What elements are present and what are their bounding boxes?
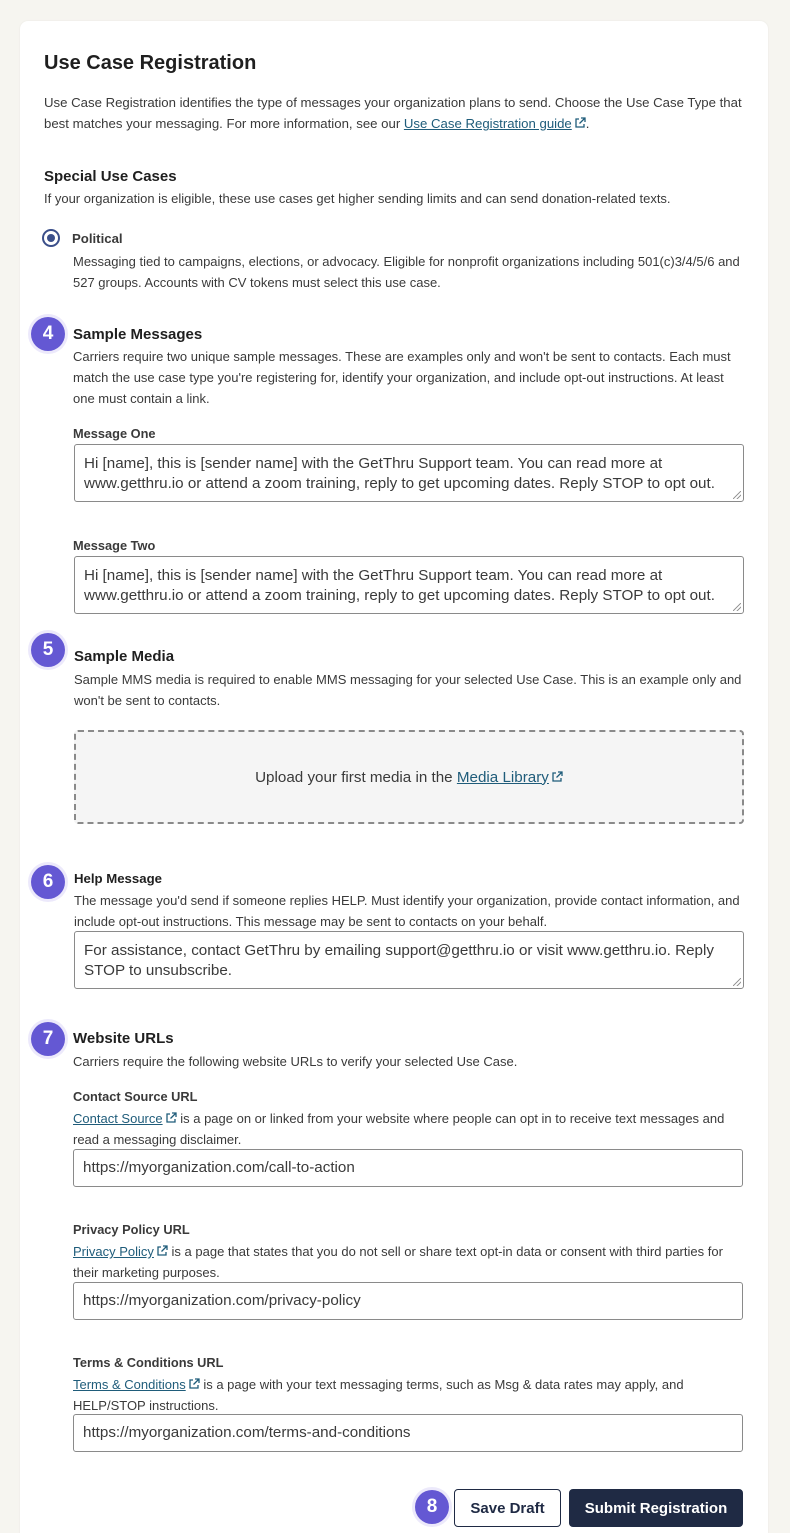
contact-source-input[interactable]: https://myorganization.com/call-to-action — [73, 1149, 743, 1187]
political-description: Messaging tied to campaigns, elections, or advocacy. Eligible for nonprofit organizations including 501(c)3/4/5/6 and 527 groups. Accounts with CV tokens must select this use case. — [73, 254, 740, 290]
privacy-policy-label: Privacy Policy URL — [73, 1222, 190, 1237]
message-one-label: Message One — [73, 426, 156, 441]
save-draft-button[interactable]: Save Draft — [454, 1489, 561, 1527]
website-urls-title: Website URLs — [73, 1030, 174, 1047]
message-two-label: Message Two — [73, 538, 156, 553]
intro-line2-suffix: . — [585, 116, 590, 131]
external-link-icon — [156, 1245, 168, 1257]
step-badge-5: 5 — [31, 633, 65, 667]
step-badge-8: 8 — [415, 1490, 449, 1524]
resize-handle-icon[interactable] — [733, 491, 741, 499]
resize-handle-icon[interactable] — [733, 978, 741, 986]
special-use-cases-title: Special Use Cases — [44, 168, 177, 185]
sample-messages-description: Carriers require two unique sample messages. These are examples only and won't be sent to contacts. Each must match the use case type you're registering for, identify your organization, and include opt-out instructions. At least one must contain a link. — [73, 349, 731, 406]
privacy-policy-description: Privacy Policy is a page that states that you do not sell or share text opt-in data or consent with third parties for their marketing purposes. — [73, 1244, 723, 1280]
step-badge-7: 7 — [31, 1022, 65, 1056]
registration-card — [20, 21, 768, 1533]
dropzone-text: Upload your first media in the — [255, 768, 453, 786]
terms-link[interactable]: Terms & Conditions — [73, 1377, 200, 1392]
intro-line2-prefix: best matches your messaging. For more information, see our — [44, 116, 404, 131]
external-link-icon — [551, 771, 563, 783]
privacy-policy-input[interactable]: https://myorganization.com/privacy-policy — [73, 1282, 743, 1320]
help-message-title: Help Message — [74, 871, 162, 886]
media-library-link[interactable]: Media Library — [457, 769, 563, 786]
terms-input[interactable]: https://myorganization.com/terms-and-conditions — [73, 1414, 743, 1452]
message-one-textarea[interactable]: Hi [name], this is [sender name] with the GetThru Support team. You can read more at www.getthru.io or attend a zoom training, reply to get upcoming dates. Reply STOP to opt out. — [74, 444, 744, 502]
media-dropzone[interactable] — [74, 730, 744, 824]
privacy-policy-link[interactable]: Privacy Policy — [73, 1244, 168, 1259]
contact-source-label: Contact Source URL — [73, 1089, 198, 1104]
external-link-icon — [188, 1378, 200, 1390]
sample-messages-title: Sample Messages — [73, 326, 203, 343]
sample-media-title: Sample Media — [74, 648, 175, 665]
submit-registration-button[interactable]: Submit Registration — [569, 1489, 743, 1527]
terms-label: Terms & Conditions URL — [73, 1355, 224, 1370]
sample-media-description: Sample MMS media is required to enable MMS messaging for your selected Use Case. This is an example only and won't be sent to contacts. — [74, 672, 742, 708]
step-badge-4: 4 — [31, 317, 65, 351]
terms-description: Terms & Conditions is a page with your text messaging terms, such as Msg & data rates may apply, and HELP/STOP instructions. — [73, 1377, 684, 1413]
website-urls-description: Carriers require the following website URLs to verify your selected Use Case. — [73, 1054, 518, 1069]
contact-source-description: Contact Source is a page on or linked from your website where people can opt in to receive text messages and read a messaging disclaimer. — [73, 1111, 725, 1147]
external-link-icon — [574, 117, 586, 129]
external-link-icon — [165, 1112, 177, 1124]
intro-text — [44, 92, 744, 134]
help-message-textarea[interactable]: For assistance, contact GetThru by emailing support@getthru.io or visit www.getthru.io. Reply STOP to unsubscribe. — [74, 931, 744, 989]
help-message-description: The message you'd send if someone replies HELP. Must identify your organization, provide contact information, and include opt-out instructions. This message may be sent to contacts on your behalf. — [74, 893, 740, 929]
intro-line1: Use Case Registration identifies the type of messages your organization plans to send. Choose the Use Case Type that — [44, 95, 742, 110]
political-radio[interactable] — [42, 229, 60, 247]
step-badge-6: 6 — [31, 865, 65, 899]
political-radio-label[interactable]: Political — [72, 231, 123, 246]
page-title: Use Case Registration — [44, 52, 257, 74]
use-case-guide-link[interactable]: Use Case Registration guide — [404, 116, 586, 131]
special-use-cases-description: If your organization is eligible, these use cases get higher sending limits and can send donation-related texts. — [44, 191, 671, 206]
contact-source-link[interactable]: Contact Source — [73, 1111, 177, 1126]
resize-handle-icon[interactable] — [733, 603, 741, 611]
message-two-textarea[interactable]: Hi [name], this is [sender name] with the GetThru Support team. You can read more at www.getthru.io or attend a zoom training, reply to get upcoming dates. Reply STOP to opt out. — [74, 556, 744, 614]
